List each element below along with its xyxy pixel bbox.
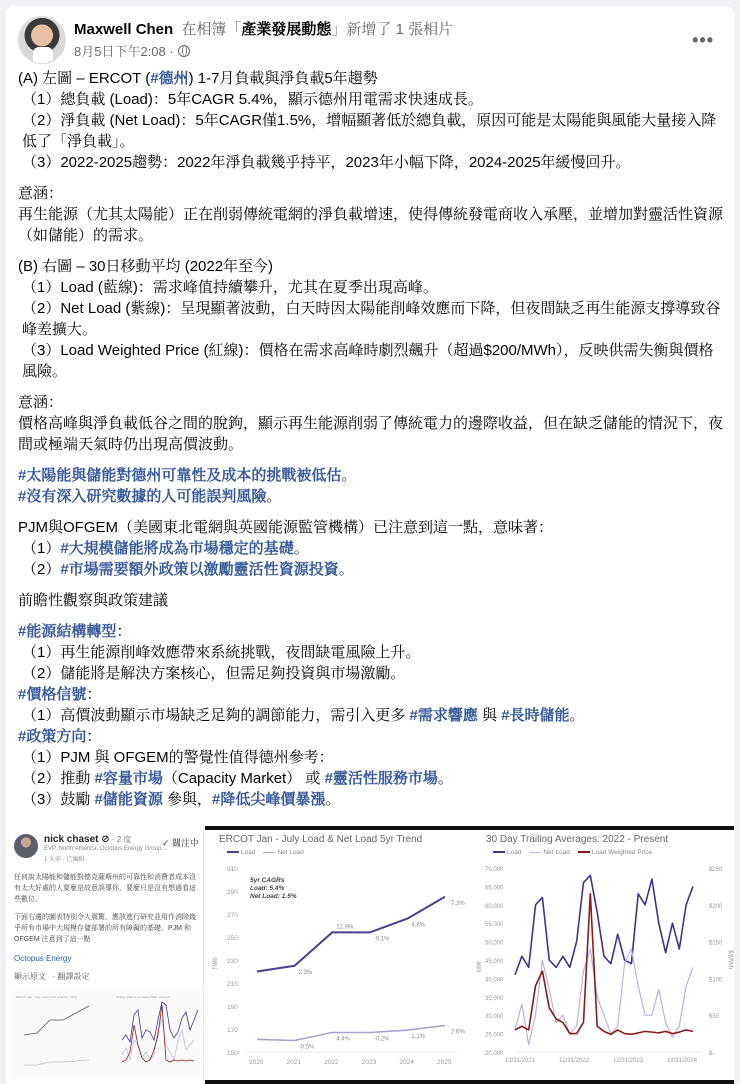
svg-text:70,000: 70,000 <box>485 867 504 873</box>
ercot-line-chart <box>205 830 475 1080</box>
svg-text:2023: 2023 <box>361 1059 377 1066</box>
svg-text:20,000: 20,000 <box>485 1051 504 1057</box>
section-a-item: （2）淨負載 (Net Load)：5年CAGR僅1.5%，增幅顯著低於總負載，原因可能是太陽能與風能大量接入降低了「淨負載」。 <box>22 112 717 150</box>
hashtag-link[interactable]: #市場需要額外政策以激勵靈活性資源投資 <box>60 561 339 578</box>
legend-net-load: Net Load <box>263 849 303 856</box>
trailing-avg-line-chart <box>475 830 734 1080</box>
svg-text:Load: 5.4%: Load: 5.4% <box>250 885 285 892</box>
svg-text:30 Day Trailing Averages 2022: 30 Day Trailing Averages 2022 - Present <box>116 995 170 999</box>
svg-text:12/31/2021: 12/31/2021 <box>505 1058 536 1064</box>
legend-net-load: Net Load <box>529 849 569 856</box>
svg-text:$250: $250 <box>709 867 723 873</box>
embedded-time: 1 天前 · 已編輯 · <box>44 857 89 863</box>
globe-icon[interactable] <box>178 45 190 57</box>
hashtag-link[interactable]: #沒有深入研究數據的人可能誤判風險 <box>18 488 267 505</box>
post-meta <box>74 41 190 60</box>
author-avatar[interactable] <box>18 16 66 64</box>
hashtag-link[interactable]: #需求響應 <box>409 707 478 724</box>
svg-text:2.6%: 2.6% <box>451 1029 465 1036</box>
section-b-item: （2）Net Load (紫線)：呈現顯著波動，白天時因太陽能削峰效應而下降，但夜間缺乏再生能源支撐導致谷峰差擴大。 <box>22 300 721 338</box>
hashtag-link[interactable]: #儲能資源 <box>94 791 163 808</box>
section-a-item: （1）總負載 (Load)：5年CAGR 5.4%，顯示德州用電需求快速成長。 <box>22 91 483 108</box>
hashtag-link[interactable]: #大規模儲能將成為市場穩定的基礎 <box>60 540 294 557</box>
hashtag-link[interactable]: #價格信號 <box>18 686 87 703</box>
outlook-item: （3）鼓勵 #儲能資源 參與，#降低尖峰價暴漲。 <box>22 791 341 808</box>
svg-text:-0.1%: -0.1% <box>373 936 390 943</box>
post-body <box>18 68 724 810</box>
chart-title: 30 Day Trailing Averages: 2022 - Present <box>486 834 669 845</box>
svg-text:2025: 2025 <box>437 1059 452 1066</box>
svg-text:150: 150 <box>227 1050 238 1057</box>
post-card <box>6 6 734 1084</box>
embedded-company: Octopus Energy <box>14 954 72 963</box>
svg-text:-0.2%: -0.2% <box>373 1036 390 1043</box>
embedded-post-panel: nick chaset ⊘ · 2 度 EVP, North America, Octopus Energy Group... 1 天前 · 已編輯 · ✓ 關注中 任何說太陽能和儲能對德克薩斯州的可靠性和消費者成本沒有太大好處的人要麼是故意誤導你，要麼只是沒有想過看這些數位。 下面右邊的圖表特別令人震驚，應該進行研究並用作消除幾乎所有市場中大規模存儲部署的所有障礙的基礎。PJM 和 OFGEM 注意到了這一點 Octopus Energy 顯示原文 · 翻譯設定 ERCOT Jan - July Load & Net Load 5yr Trend 30 Day Trailing Averages 2022 - Present <box>6 826 204 1084</box>
svg-text:270: 270 <box>227 912 238 919</box>
svg-text:2020: 2020 <box>249 1059 264 1066</box>
post-header <box>18 16 722 66</box>
embedded-translation: 顯示原文 · 翻譯設定 <box>14 972 90 981</box>
embedded-avatar <box>14 834 38 858</box>
hashtag-link[interactable]: #靈活性服務市場 <box>324 770 438 787</box>
svg-text:4.4%: 4.4% <box>336 1036 350 1043</box>
implication-text: 價格高峰與淨負載低谷之間的脫鉤，顯示再生能源削弱了傳統電力的邊際收益，但在缺乏儲能的情況下，夜間或極端天氣時仍出現高價波動。 <box>18 415 724 453</box>
svg-text:25,000: 25,000 <box>485 1032 504 1039</box>
svg-text:$50: $50 <box>709 1014 720 1021</box>
svg-text:4.8%: 4.8% <box>411 922 426 929</box>
svg-text:35,000: 35,000 <box>485 995 504 1002</box>
svg-text:ERCOT Jan - July Load & Net Lo: ERCOT Jan - July Load & Net Load 5yr Trend <box>16 995 77 999</box>
hashtag-line: #沒有深入研究數據的人可能誤判風險。 <box>18 488 282 505</box>
legend-price: Load Weighted Price <box>578 849 652 856</box>
hashtag-link[interactable]: #降低尖峰價暴漲 <box>212 791 326 808</box>
outlook-item: （1）高價波動顯示市場缺乏足夠的調節能力，需引入更多 #需求響應 與 #長時儲能。 <box>22 707 585 724</box>
svg-text:-0.5%: -0.5% <box>298 1044 315 1051</box>
svg-text:TWh: TWh <box>213 957 219 970</box>
pjm-text: PJM與OFGEM（美國東北電網與英國能源監管機構）已注意到這一點，意味著： <box>18 519 554 536</box>
post-title-line <box>74 18 453 39</box>
more-options-button[interactable]: ••• <box>692 30 714 50</box>
pjm-item: （2）#市場需要額外政策以激勵靈活性資源投資。 <box>22 561 354 578</box>
svg-text:$100: $100 <box>709 977 723 984</box>
legend-load: Load <box>493 849 521 856</box>
svg-text:$200: $200 <box>709 903 723 910</box>
section-a-item: （3）2022-2025趨勢：2022年淨負載幾乎持平，2023年小幅下降，2024-2025年緩慢回升。 <box>22 154 631 171</box>
svg-text:310: 310 <box>227 866 238 873</box>
section-b-title: (B) 右圖 – 30日移動平均 (2022年至今) <box>18 258 274 275</box>
svg-text:60,000: 60,000 <box>485 903 504 910</box>
chart-title: ERCOT Jan - July Load & Net Load 5yr Trend <box>219 834 423 845</box>
svg-text:50,000: 50,000 <box>485 940 504 947</box>
embedded-author-name: nick chaset <box>44 834 99 845</box>
svg-text:MW: MW <box>477 961 483 972</box>
section-b-item: （1）Load (藍線)：需求峰值持續攀升，尤其在夏季出現高峰。 <box>22 279 438 296</box>
svg-text:2022: 2022 <box>324 1059 339 1066</box>
svg-text:30,000: 30,000 <box>485 1014 504 1021</box>
svg-text:$-: $- <box>709 1051 715 1057</box>
author-name[interactable]: Maxwell Chen <box>74 21 174 38</box>
outlook-price-heading: #價格信號： <box>18 686 102 703</box>
outlook-item: （2）推動 #容量市場（Capacity Market） 或 #靈活性服務市場。 <box>22 770 453 787</box>
section-a-title: (A) 左圖 – ERCOT (#德州) 1-7月負載與淨負載5年趨勢 <box>18 70 378 87</box>
svg-text:170: 170 <box>227 1027 238 1034</box>
svg-text:230: 230 <box>227 958 238 965</box>
embedded-text: 任何說太陽能和儲能對德克薩斯州的可靠性和消費者成本沒有太大好處的人要麼是故意誤導你，要麼只是沒有想過看這些數位。 下面右邊的圖表特別令人震驚，應該進行研究並用作消除幾乎所有市場中大規模存儲部署的所有障礙的基礎。PJM 和 OFGEM 注意到了這一點 <box>14 874 196 943</box>
outlook-item: （2）儲能將是解決方案核心，但需足夠投資與市場激勵。 <box>22 665 406 682</box>
svg-text:12/31/2024: 12/31/2024 <box>667 1058 698 1064</box>
svg-text:$/MWh: $/MWh <box>727 950 733 970</box>
svg-text:210: 210 <box>227 981 238 988</box>
outlook-policy-heading: #政策方向： <box>18 728 102 745</box>
outlook-energy-heading: #能源結構轉型： <box>18 623 132 640</box>
implication-label: 意涵： <box>18 394 64 411</box>
svg-text:40,000: 40,000 <box>485 977 504 984</box>
hashtag-link[interactable]: #容量市場 <box>94 770 163 787</box>
pjm-item: （1）#大規模儲能將成為市場穩定的基礎。 <box>22 540 309 557</box>
svg-text:5yr CAGRs: 5yr CAGRs <box>250 877 285 884</box>
post-timestamp[interactable]: 8月5日下午2:08 · <box>74 44 174 59</box>
svg-text:65,000: 65,000 <box>485 885 504 892</box>
legend-load: Load <box>227 849 255 856</box>
hashtag-link[interactable]: #能源結構轉型 <box>18 623 117 640</box>
svg-text:12.9%: 12.9% <box>336 924 354 931</box>
svg-text:Net Load: 1.5%: Net Load: 1.5% <box>250 893 297 900</box>
implication-label: 意涵： <box>18 185 64 202</box>
hashtag-line: #太陽能與儲能對德州可靠性及成本的挑戰被低估。 <box>18 467 357 484</box>
section-b-item: （3）Load Weighted Price (紅線)：價格在需求高峰時劇烈飆升（超過$200/MWh），反映供需失衡與價格風險。 <box>22 342 714 380</box>
svg-text:2024: 2024 <box>399 1059 414 1066</box>
album-link[interactable]: 產業發展動態 <box>241 21 332 38</box>
svg-text:$150: $150 <box>709 940 723 947</box>
embedded-charts-thumbnail <box>12 990 202 1078</box>
action-suffix: 」新增了 1 張相片 <box>331 21 454 38</box>
svg-text:290: 290 <box>227 889 238 896</box>
action-prefix: 在相簿「 <box>181 21 242 38</box>
hashtag-link[interactable]: #太陽能與儲能對德州可靠性及成本的挑戰被低估 <box>18 467 342 484</box>
hashtag-link[interactable]: #德州 <box>150 70 189 87</box>
outlook-item: （1）再生能源削峰效應帶來系統挑戰，夜間缺電風險上升。 <box>22 644 421 661</box>
svg-text:12/31/2023: 12/31/2023 <box>613 1058 644 1064</box>
post-photo[interactable] <box>6 826 734 1084</box>
hashtag-link[interactable]: #長時儲能 <box>501 707 570 724</box>
hashtag-link[interactable]: #政策方向 <box>18 728 87 745</box>
svg-text:45,000: 45,000 <box>485 959 504 965</box>
implication-text: 再生能源（尤其太陽能）正在削弱傳統電網的淨負載增速，使得傳統發電商收入承壓，並增加對靈活性資源（如儲能）的需求。 <box>18 206 724 244</box>
following-label: ✓ 關注中 <box>161 838 199 848</box>
svg-text:1.1%: 1.1% <box>411 1034 426 1041</box>
ercot-chart-panel <box>205 826 475 1084</box>
embedded-role: EVP, North America, Octopus Energy Group... <box>44 846 167 852</box>
verified-icon: ⊘ <box>101 834 110 845</box>
svg-text:55,000: 55,000 <box>485 922 504 929</box>
outlook-item: （1）PJM 與 OFGEM的警覺性值得德州參考： <box>22 749 334 766</box>
svg-text:2.3%: 2.3% <box>298 969 313 976</box>
svg-text:2021: 2021 <box>286 1059 302 1066</box>
trailing-avg-chart-panel <box>475 826 734 1084</box>
svg-text:250: 250 <box>227 935 238 942</box>
svg-text:7.3%: 7.3% <box>451 900 465 907</box>
svg-text:12/31/2022: 12/31/2022 <box>559 1058 590 1064</box>
outlook-title: 前瞻性觀察與政策建議 <box>18 592 169 609</box>
svg-text:190: 190 <box>227 1004 238 1011</box>
